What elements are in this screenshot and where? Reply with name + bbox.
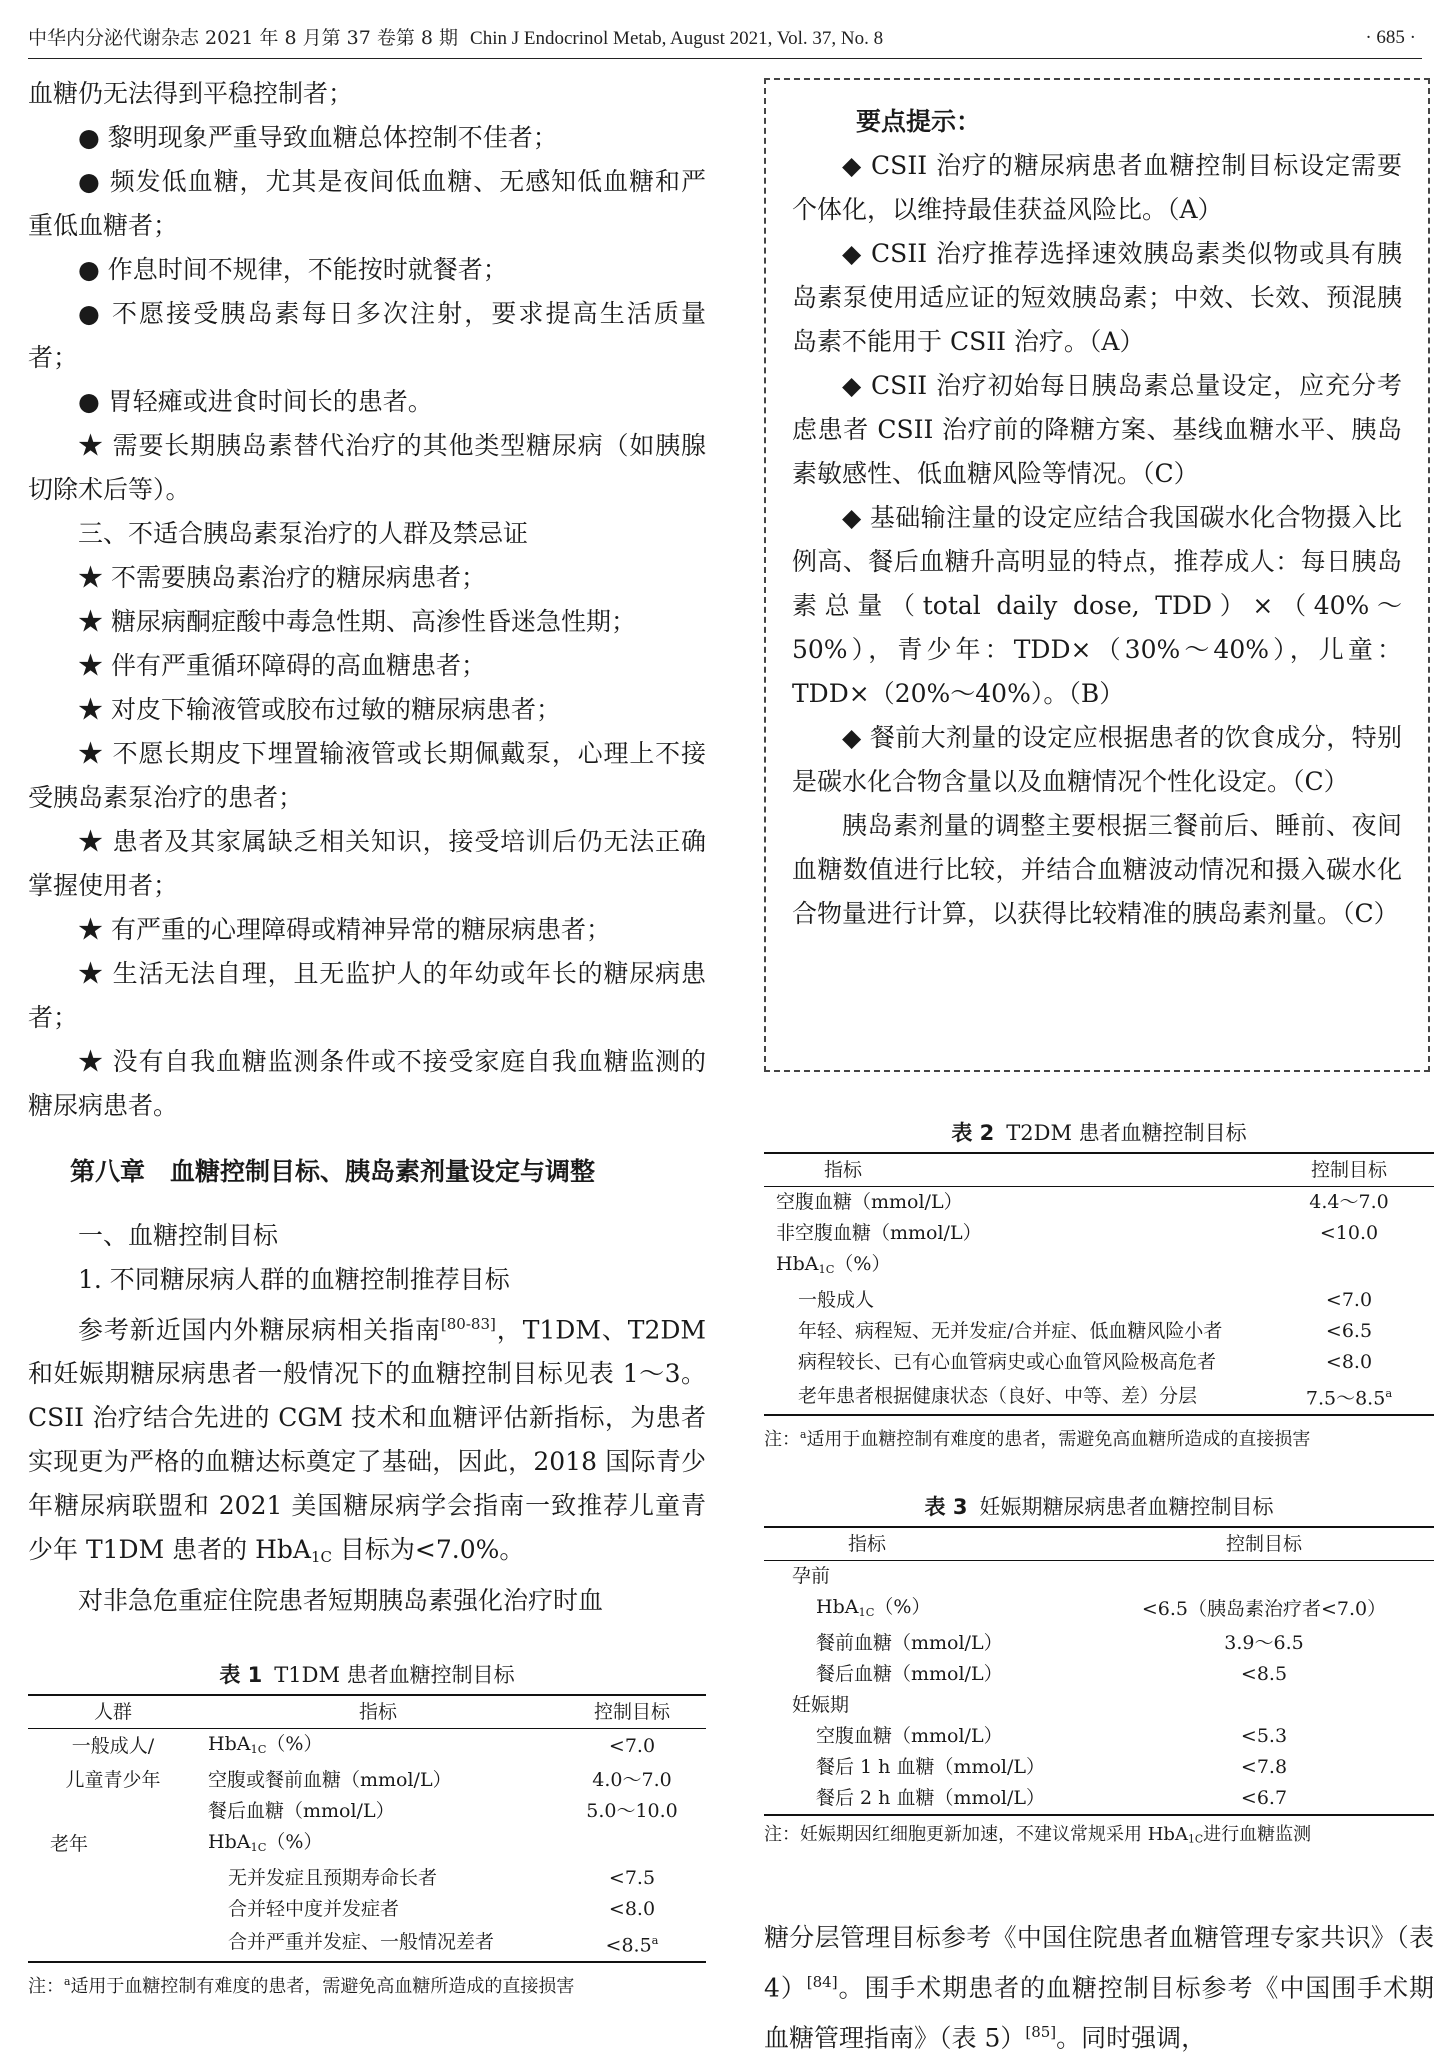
- text: 参考新近国内外糖尿病相关指南: [78, 1315, 441, 1345]
- key-point: ◆ CSII 治疗初始每日胰岛素总量设定，应充分考虑患者 CSII 治疗前的降糖方案、基线血糖水平、胰岛素敏感性、低血糖风险等情况。（C）: [792, 371, 1402, 488]
- running-header: [28, 18, 1422, 59]
- section-heading: 三、不适合胰岛素泵治疗的人群及禁忌证: [78, 519, 529, 548]
- subscript: 1C: [310, 1548, 332, 1567]
- table-row: [28, 1863, 706, 1894]
- paragraph: 对非急危重症住院患者短期胰岛素强化治疗时血: [78, 1586, 604, 1616]
- key-point: ◆ 餐前大剂量的设定应根据患者的饮食成分，特别是碳水化合物含量以及血糖情况个性化设定。（C）: [792, 723, 1402, 796]
- table-row: [764, 1659, 1434, 1690]
- superscript: a: [651, 1932, 659, 1947]
- row-label: 非空腹血糖（mmol/L）: [776, 1222, 982, 1244]
- key-points-title: 要点提示：: [856, 107, 982, 136]
- cell-value: 4.4～7.0: [1309, 1191, 1389, 1213]
- cell-value: <7.0: [1325, 1288, 1373, 1311]
- star-item: ★ 不愿长期皮下埋置输液管或长期佩戴泵，心理上不接受胰岛素泵治疗的患者；: [28, 739, 706, 812]
- row-label: 空腹血糖（mmol/L）: [816, 1724, 1003, 1747]
- cell-value: <6.7: [1094, 1783, 1434, 1815]
- table-row: [28, 1765, 706, 1796]
- row-label: 病程较长、已有心血管病史或心血管风险极高危者: [798, 1350, 1217, 1373]
- text: （%）: [266, 1830, 323, 1853]
- table-header-row: [764, 1527, 1434, 1561]
- key-point: ◆ CSII 治疗的糖尿病患者血糖控制目标设定需要个体化，以维持最佳获益风险比。（A）: [792, 151, 1402, 224]
- row-label: 餐后血糖（mmol/L）: [208, 1799, 395, 1822]
- group-label: 儿童青少年: [65, 1768, 161, 1791]
- table-row: [28, 1729, 706, 1765]
- section-heading: 一、血糖控制目标: [78, 1221, 279, 1250]
- table-number: 表 3: [924, 1495, 968, 1519]
- group-label: 一般成人/: [71, 1735, 155, 1758]
- row-label: 老年患者根据健康状态（良好、中等、差）分层: [764, 1378, 1264, 1415]
- table-body: [764, 1152, 1434, 1416]
- column-header: 指标: [764, 1527, 1094, 1561]
- table-row: [764, 1592, 1434, 1628]
- row-label: [198, 1827, 558, 1863]
- table-row: [764, 1752, 1434, 1783]
- cell-value: <7.0: [608, 1735, 656, 1758]
- star-item: ★ 患者及其家属缺乏相关知识，接受培训后仍无法正确掌握使用者；: [28, 827, 706, 900]
- text: HbA: [208, 1830, 251, 1853]
- cell-value: <10.0: [1319, 1222, 1379, 1244]
- bullet-item: ● 胃轻瘫或进食时间长的患者。: [78, 387, 433, 416]
- table-number: 表 1: [219, 1663, 263, 1687]
- cell-value: <5.3: [1240, 1724, 1288, 1747]
- table-row: [764, 1783, 1434, 1815]
- table-row: [764, 1347, 1434, 1378]
- right-bottom-text: [764, 1916, 1434, 2061]
- citation: [80-83]: [440, 1315, 496, 1333]
- paragraph: [28, 1302, 706, 1579]
- row-label: 餐后血糖（mmol/L）: [816, 1662, 1003, 1685]
- table-row: [764, 1628, 1434, 1659]
- text: 注：妊娠期因红细胞更新加速，不建议常规采用 HbA: [764, 1823, 1188, 1845]
- journal-en: Chin J Endocrinol Metab, August 2021, Vol. 37, No. 8: [470, 28, 884, 49]
- row-label: [764, 1249, 1264, 1285]
- row-label: 年轻、病程短、无并发症/合并症、低血糖风险小者: [798, 1319, 1223, 1342]
- row-label: [198, 1729, 558, 1765]
- table-caption: [764, 1118, 1434, 1148]
- table-title: T2DM 患者血糖控制目标: [1006, 1121, 1247, 1145]
- cell-value: [558, 1925, 706, 1962]
- table-row: [28, 1894, 706, 1925]
- row-label: 一般成人: [798, 1288, 875, 1311]
- table-3: [764, 1492, 1434, 1855]
- row-label: 餐前血糖（mmol/L）: [816, 1631, 1003, 1654]
- bullet-item: ● 不愿接受胰岛素每日多次注射，要求提高生活质量者；: [28, 299, 706, 372]
- cell-value: [1264, 1378, 1434, 1415]
- table-number: 表 2: [951, 1121, 995, 1145]
- text: 糖分层管理目标参考《中国住院患者血糖管理专家共识》（表 4）: [764, 1923, 1434, 2003]
- table-row: [28, 1925, 706, 1962]
- text: 。围手术期患者的血糖控制目标参考《中国围手术期血糖管理指南》（表 5）: [764, 1973, 1434, 2053]
- table-title: T1DM 患者血糖控制目标: [274, 1663, 515, 1687]
- page-number: · 685 ·: [1365, 27, 1416, 48]
- table-row: [764, 1249, 1434, 1285]
- bullet-item: ● 作息时间不规律，不能按时就餐者；: [78, 255, 508, 284]
- column-header: 控制目标: [1264, 1153, 1434, 1187]
- table-row: [764, 1316, 1434, 1347]
- group-label: 孕前: [792, 1565, 831, 1587]
- table-row: [28, 1827, 706, 1863]
- table-caption: [28, 1660, 706, 1690]
- table-row: [764, 1218, 1434, 1249]
- table-row: [764, 1285, 1434, 1316]
- key-point: ◆ 基础输注量的设定应结合我国碳水化合物摄入比例高、餐后血糖升高明显的特点，推荐成人：每日胰岛素总量（total daily dose, TDD）×（40%～50%），青少年：TDD×（30%～40%），儿童：TDD×（20%～40%）。（B）: [792, 503, 1402, 708]
- text: 目标为<7.0%。: [331, 1535, 525, 1565]
- cell-value: <8.0: [608, 1897, 656, 1920]
- column-header: 指标: [764, 1153, 1264, 1187]
- table-note: [764, 1820, 1434, 1855]
- column-header: 控制目标: [1094, 1527, 1434, 1561]
- bullet-item: ● 黎明现象严重导致血糖总体控制不佳者；: [78, 123, 558, 152]
- superscript: a: [800, 1428, 807, 1442]
- table-body: [28, 1694, 706, 1963]
- row-label: 合并严重并发症、一般情况差者: [198, 1925, 558, 1962]
- table-title: 妊娠期糖尿病患者血糖控制目标: [979, 1495, 1274, 1519]
- table-row: [764, 1721, 1434, 1752]
- text: （%）: [266, 1733, 323, 1755]
- key-point: 胰岛素剂量的调整主要根据三餐前后、睡前、夜间血糖数值进行比较，并结合血糖波动情况和摄入碳水化合物量进行计算，以获得比较精准的胰岛素剂量。（C）: [792, 811, 1402, 928]
- journal-cn: 中华内分泌代谢杂志 2021 年 8 月第 37 卷第 8 期: [28, 27, 459, 49]
- key-points-box: [764, 78, 1430, 1072]
- cell-value: <6.5: [1325, 1319, 1373, 1342]
- row-label: 空腹血糖（mmol/L）: [776, 1191, 963, 1213]
- text: <8.5: [605, 1934, 652, 1957]
- text: 注：: [28, 1976, 64, 1998]
- text: 适用于血糖控制有难度的患者，需避免高血糖所造成的直接损害: [70, 1976, 575, 1998]
- table-2: [764, 1118, 1434, 1455]
- left-column: [28, 72, 706, 1623]
- key-point: ◆ CSII 治疗推荐选择速效胰岛素类似物或具有胰岛素泵使用适应证的短效胰岛素；中效、长效、预混胰岛素不能用于 CSII 治疗。（A）: [792, 239, 1402, 356]
- cell-value: <8.0: [1325, 1350, 1373, 1373]
- star-item: ★ 对皮下输液管或胶布过敏的糖尿病患者；: [78, 695, 561, 724]
- star-item: ★ 生活无法自理，且无监护人的年幼或年长的糖尿病患者；: [28, 959, 706, 1032]
- cell-value: 3.9～6.5: [1224, 1631, 1304, 1654]
- paragraph: [764, 1916, 1434, 2061]
- subsection-heading: 1. 不同糖尿病人群的血糖控制推荐目标: [78, 1265, 510, 1294]
- group-label: 妊娠期: [792, 1693, 850, 1716]
- table-body: [764, 1526, 1434, 1816]
- text: 进行血糖监测: [1203, 1823, 1312, 1845]
- text: （%）: [874, 1596, 931, 1618]
- row-label: [764, 1592, 1094, 1628]
- row-label: 餐后 1 h 血糖（mmol/L）: [816, 1755, 1046, 1778]
- text: 适用于血糖控制有难度的患者，需避免高血糖所造成的直接损害: [806, 1429, 1311, 1451]
- citation: [84]: [806, 1973, 838, 1991]
- table-row: [764, 1378, 1434, 1415]
- cell-value: <7.5: [608, 1866, 656, 1889]
- table-header-row: [764, 1153, 1434, 1187]
- table-note: [28, 1967, 706, 2002]
- text: HbA: [816, 1596, 859, 1618]
- table-header-row: [28, 1695, 706, 1729]
- subscript: 1C: [818, 1261, 835, 1276]
- row-label: 无并发症且预期寿命长者: [228, 1866, 438, 1889]
- paragraph: 血糖仍无法得到平稳控制者；: [28, 79, 354, 108]
- table-row: [764, 1187, 1434, 1219]
- text: HbA: [208, 1733, 251, 1755]
- text: 注：: [764, 1429, 800, 1451]
- table-row: [28, 1796, 706, 1827]
- subscript: 1C: [1187, 1832, 1204, 1846]
- table-1: [28, 1660, 706, 2002]
- table-row: [764, 1561, 1434, 1593]
- superscript: a: [64, 1975, 71, 1989]
- text: 。同时强调，: [1056, 2023, 1207, 2053]
- text: 7.5～8.5: [1305, 1387, 1386, 1410]
- row-label: 合并轻中度并发症者: [228, 1897, 400, 1920]
- journal-info: [28, 18, 883, 59]
- star-item: ★ 不需要胰岛素治疗的糖尿病患者；: [78, 563, 486, 592]
- subscript: 1C: [250, 1839, 267, 1854]
- bullet-item: ● 频发低血糖，尤其是夜间低血糖、无感知低血糖和严重低血糖者；: [28, 167, 706, 240]
- row-label: 餐后 2 h 血糖（mmol/L）: [764, 1783, 1094, 1815]
- star-item: ★ 伴有严重循环障碍的高血糖患者；: [78, 651, 486, 680]
- row-label: 空腹或餐前血糖（mmol/L）: [208, 1768, 452, 1791]
- table-note: [764, 1420, 1434, 1455]
- column-header: 人群: [28, 1695, 198, 1729]
- star-item: ★ 需要长期胰岛素替代治疗的其他类型糖尿病（如胰腺切除术后等）。: [28, 431, 706, 504]
- cell-value: 5.0～10.0: [586, 1799, 678, 1822]
- group-label: 老年: [50, 1833, 89, 1856]
- cell-value: 4.0～7.0: [592, 1768, 672, 1791]
- subscript: 1C: [250, 1741, 267, 1756]
- text: ，T1DM、T2DM 和妊娠期糖尿病患者一般情况下的血糖控制目标见表 1～3。CSII 治疗结合先进的 CGM 技术和血糖评估新指标，为患者实现更为严格的血糖达标奠定了基础，因此，2018 国际青少年糖尿病联盟和 2021 美国糖尿病学会指南一致推荐儿童青少年 T1DM 患者的 HbA: [28, 1315, 706, 1565]
- table-row: [764, 1690, 1434, 1721]
- table-caption: [764, 1492, 1434, 1522]
- citation: [85]: [1025, 2023, 1057, 2042]
- text: （%）: [834, 1253, 891, 1275]
- column-header: 指标: [198, 1695, 558, 1729]
- cell-value: <6.5（胰岛素治疗者<7.0）: [1141, 1598, 1387, 1621]
- star-item: ★ 糖尿病酮症酸中毒急性期、高渗性昏迷急性期；: [78, 607, 636, 636]
- subscript: 1C: [858, 1604, 875, 1619]
- column-header: 控制目标: [558, 1695, 706, 1729]
- cell-value: <7.8: [1240, 1755, 1288, 1778]
- text: HbA: [776, 1253, 819, 1275]
- cell-value: <8.5: [1240, 1662, 1288, 1685]
- chapter-heading: 第八章 血糖控制目标、胰岛素剂量设定与调整: [70, 1157, 596, 1186]
- star-item: ★ 有严重的心理障碍或精神异常的糖尿病患者；: [78, 915, 611, 944]
- superscript: a: [1385, 1385, 1393, 1400]
- star-item: ★ 没有自我血糖监测条件或不接受家庭自我血糖监测的糖尿病患者。: [28, 1047, 706, 1120]
